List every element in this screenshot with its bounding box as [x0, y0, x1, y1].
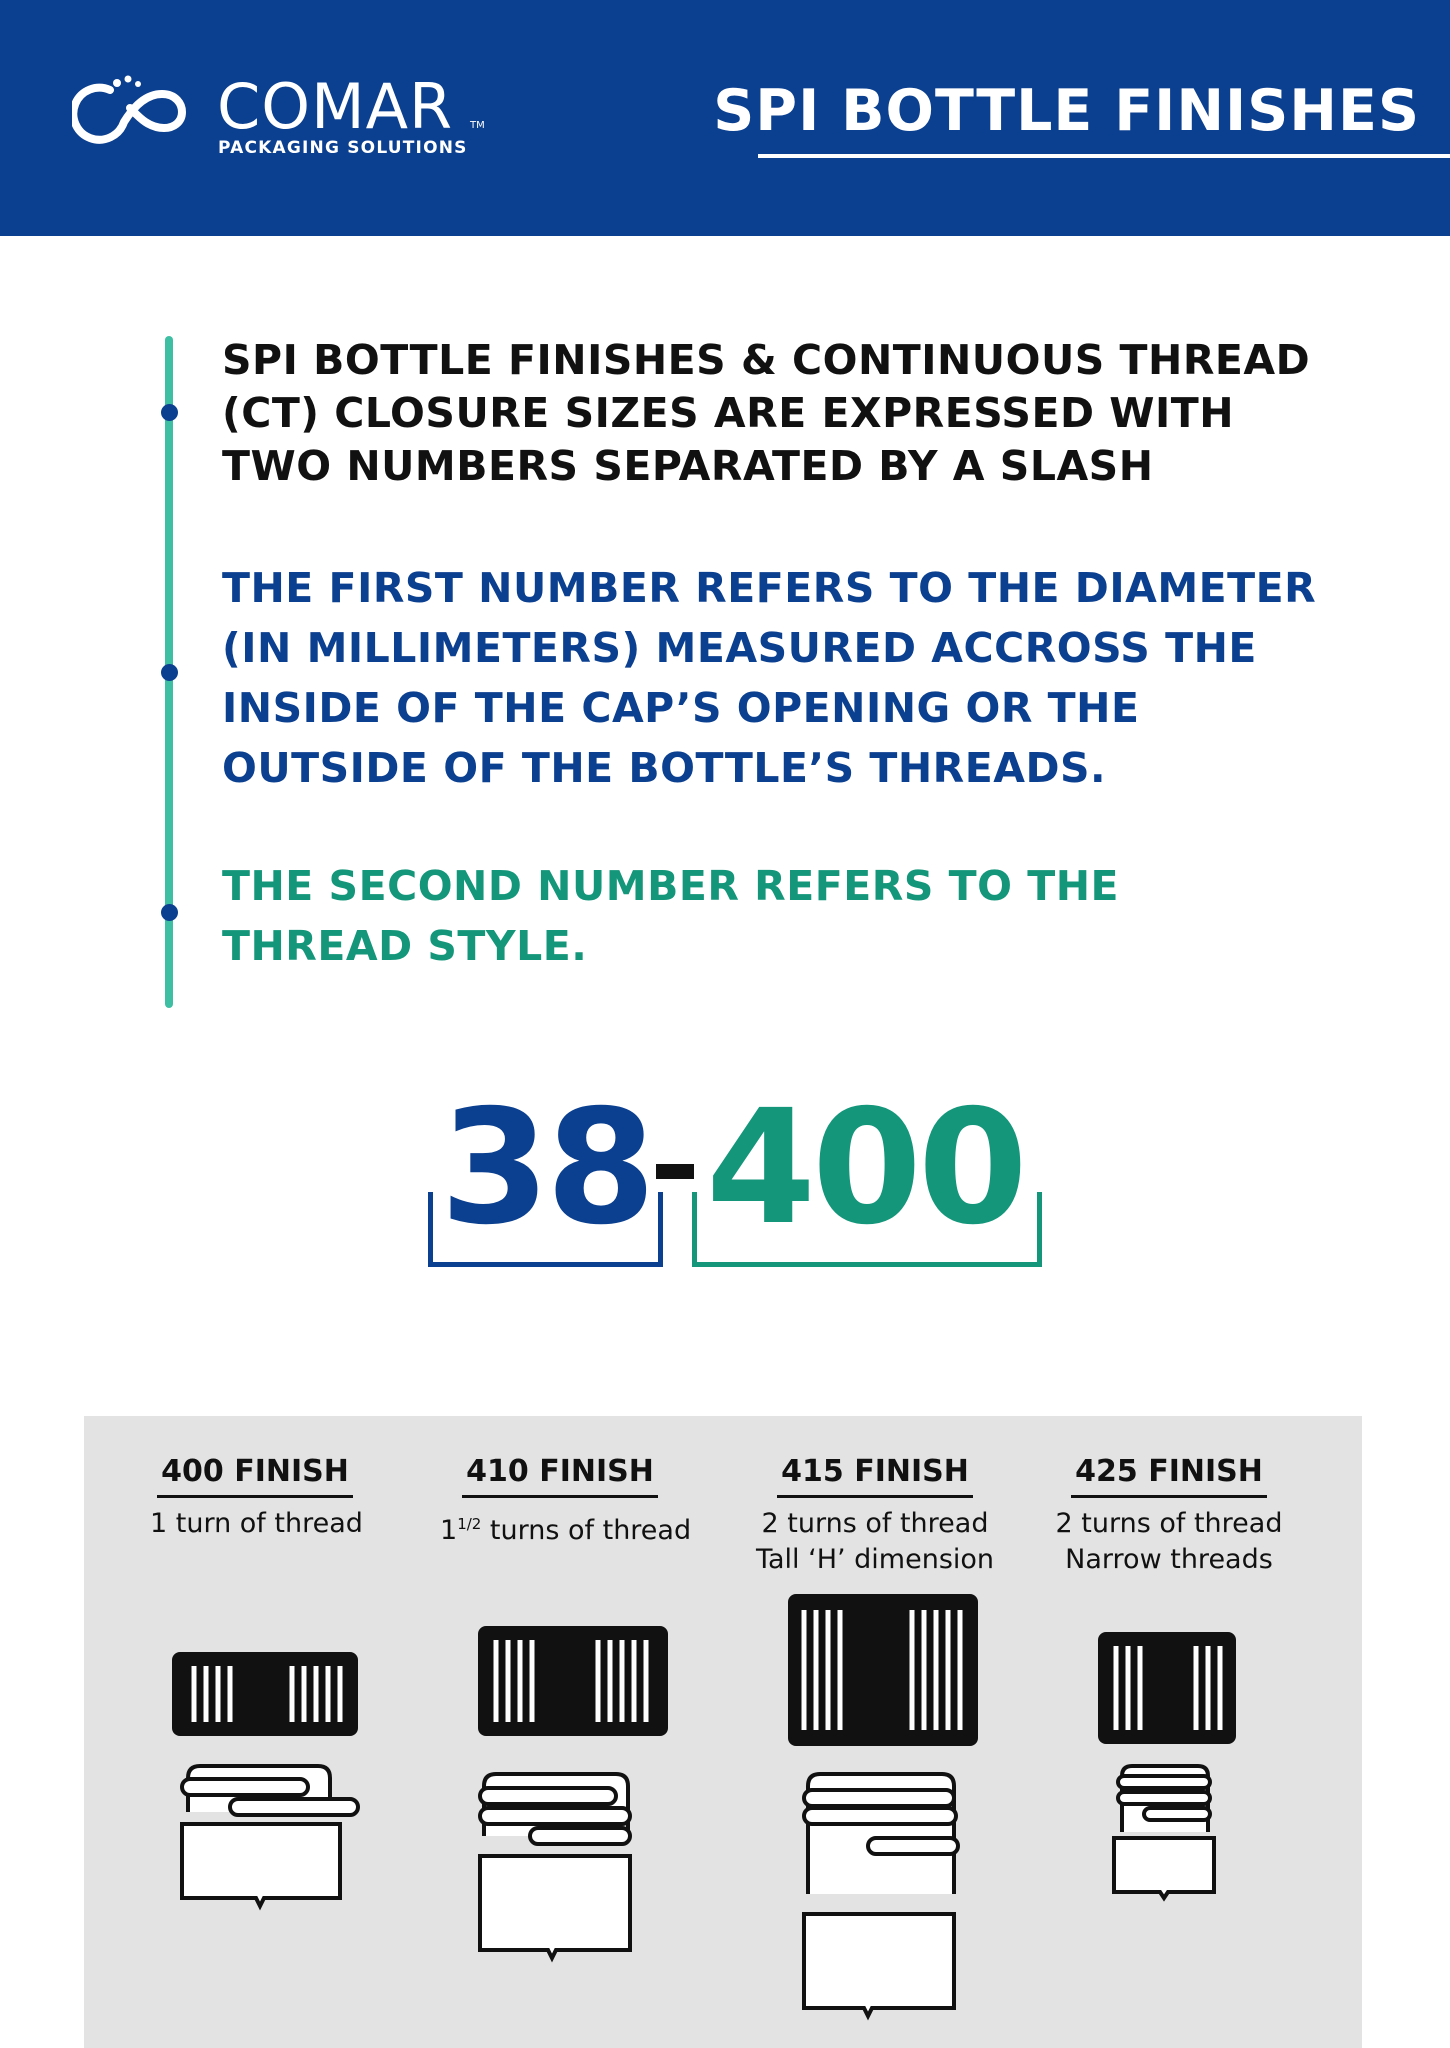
brand-name: COMAR	[217, 70, 454, 143]
title-underline	[758, 154, 1450, 158]
finish-description-line-1: 2 turns of thread	[1055, 1508, 1283, 1539]
intro-line: (IN MILLIMETERS) MEASURED ACCROSS THE	[222, 624, 1257, 672]
finish-title: 410 FINISH	[462, 1454, 658, 1498]
turns-text: turns of thread	[481, 1515, 692, 1546]
intro-line: OUTSIDE OF THE BOTTLE’S THREADS.	[222, 744, 1107, 792]
intro-paragraph-3	[222, 856, 1352, 976]
finish-410-illustration	[470, 1626, 670, 1986]
finish-425-illustration	[1098, 1632, 1258, 1912]
cap-icon	[172, 1652, 358, 1736]
page-header	[0, 0, 1450, 236]
bottle-neck-icon	[182, 1766, 358, 1906]
intro-line: INSIDE OF THE CAP’S OPENING OR THE	[222, 684, 1140, 732]
turns-whole: 1	[440, 1515, 458, 1546]
bottle-neck-icon	[480, 1774, 630, 1958]
finishes-panel	[84, 1416, 1362, 2048]
thread-style-number: 400	[706, 1076, 1024, 1260]
finish-425	[1044, 1454, 1294, 1578]
comar-logo-icon	[72, 72, 202, 152]
separator-dash	[656, 1164, 694, 1179]
intro-paragraph-1	[222, 334, 1352, 493]
thread-style-bracket	[692, 1192, 1042, 1267]
page-title: SPI BOTTLE FINISHES	[713, 78, 1420, 144]
finish-title: 400 FINISH	[157, 1454, 353, 1498]
diameter-number: 38	[440, 1076, 652, 1260]
finish-description-line-1: 2 turns of thread	[761, 1508, 989, 1539]
intro-line: TWO NUMBERS SEPARATED BY A SLASH	[222, 442, 1154, 490]
finish-400	[150, 1454, 363, 1542]
trademark: TM	[470, 120, 485, 131]
finish-description-line-2: Tall ‘H’ dimension	[755, 1544, 995, 1575]
timeline-dot-3	[161, 904, 178, 921]
cap-icon	[1098, 1632, 1236, 1744]
timeline-dot-2	[161, 664, 178, 681]
finish-description: 1 turn of thread	[150, 1508, 363, 1539]
intro-line: SPI BOTTLE FINISHES & CONTINUOUS THREAD	[222, 336, 1311, 384]
intro-line: (CT) CLOSURE SIZES ARE EXPRESSED WITH	[222, 389, 1235, 437]
bottle-neck-icon	[1114, 1766, 1214, 1898]
diameter-bracket	[428, 1192, 663, 1267]
intro-line: THE SECOND NUMBER REFERS TO THE	[222, 862, 1120, 910]
timeline-dot-1	[161, 404, 178, 421]
finish-description	[440, 1506, 692, 1549]
turns-fraction: 1/2	[457, 1515, 482, 1533]
finish-410	[440, 1454, 692, 1549]
finish-title: 425 FINISH	[1071, 1454, 1267, 1498]
intro-line: THREAD STYLE.	[222, 922, 588, 970]
cap-icon	[478, 1626, 668, 1736]
finish-title: 415 FINISH	[777, 1454, 973, 1498]
bottle-neck-icon	[804, 1774, 958, 2016]
intro-line: THE FIRST NUMBER REFERS TO THE DIAMETER	[222, 564, 1317, 612]
finish-description-line-2: Narrow threads	[1065, 1544, 1273, 1575]
intro-paragraph-2	[222, 558, 1352, 798]
cap-icon	[788, 1594, 978, 1746]
finish-415-illustration	[784, 1594, 984, 2048]
finish-415	[750, 1454, 1000, 1578]
finish-400-illustration	[164, 1652, 364, 1942]
brand-tagline: PACKAGING SOLUTIONS	[218, 138, 468, 158]
